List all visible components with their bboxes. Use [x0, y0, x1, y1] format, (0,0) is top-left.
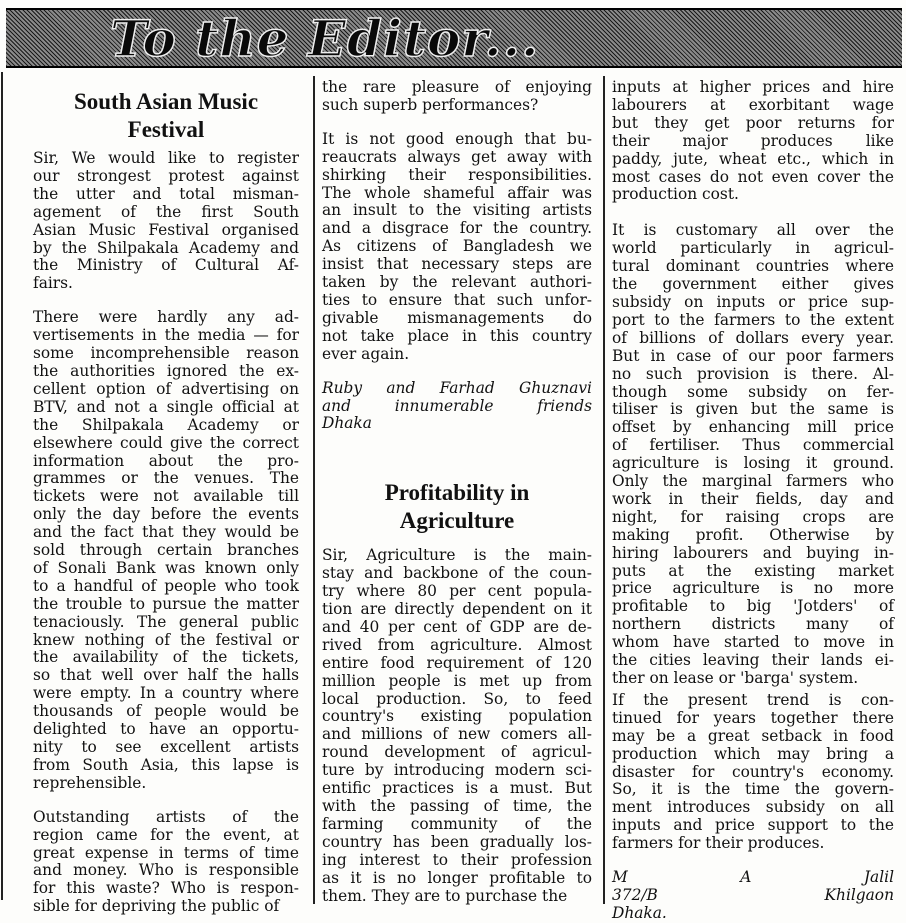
text-line: ever again.	[322, 344, 410, 363]
text-line: tenaciously. The general public	[33, 612, 299, 631]
text-line: our strongest protest against	[33, 166, 299, 185]
column-3	[612, 78, 894, 922]
agriculture-letter-paragraph-4	[612, 692, 894, 853]
text-line: nity to see excellent artists	[33, 738, 299, 756]
text-line: to a handful of people who took	[33, 576, 299, 595]
text-line: As citizens of Bangladesh we	[322, 237, 592, 256]
text-line: northern districts many of	[612, 615, 894, 634]
text-line: But in case of our poor farmers	[612, 346, 894, 365]
text-line: entific practices is a must. But	[322, 779, 592, 798]
text-line: It is customary all over the	[612, 221, 894, 240]
text-line: and millions of new comers all-	[322, 725, 592, 744]
text-line: with the passing of time, the	[322, 797, 592, 815]
text-line: ing interest to their profession	[322, 850, 592, 869]
agriculture-letter-paragraph-1	[322, 547, 592, 905]
music-letter-paragraph-3	[33, 809, 299, 916]
text-line: local production. So, to feed	[322, 689, 592, 708]
text-line: If the present trend is con-	[612, 690, 894, 709]
text-line: the Ministry of Cultural Af-	[33, 256, 299, 275]
text-line: hiring labourers and buying in-	[612, 543, 894, 562]
text-line: most cases do not even cover the	[612, 167, 894, 186]
agriculture-letter-signature	[612, 869, 894, 923]
text-line: sible for depriving the public of	[33, 897, 280, 916]
text-line: agriculture is losing it ground.	[612, 454, 894, 473]
text-line: whom have started to move in	[612, 633, 894, 652]
text-line: tinued for years together there	[612, 708, 894, 727]
text-line: by the Shilpakala Academy and	[33, 238, 299, 257]
text-line: inputs and price support to the	[612, 816, 894, 835]
text-line: tickets were not available till	[33, 487, 299, 506]
text-line: of Sonali Bank was known only	[33, 558, 299, 577]
text-line: ties to ensure that such unfor-	[322, 290, 592, 309]
text-line: Dhaka	[322, 414, 372, 433]
text-line: labourers at exorbitant wage	[612, 95, 894, 114]
text-line: country's existing population	[322, 707, 592, 726]
text-line: an insult to the visiting artists	[322, 201, 592, 220]
text-line: and the fact that they would be	[33, 523, 299, 542]
text-line: ture by introducing modern sci-	[322, 761, 592, 780]
text-line: BTV, and not a single official at	[33, 397, 299, 416]
text-line: entire food requirement of 120	[322, 653, 592, 672]
text-line: only the day before the events	[33, 505, 299, 524]
text-line: elsewhere could give the correct	[33, 433, 299, 452]
text-line: Ruby and Farhad Ghuznavi	[322, 378, 592, 397]
text-line: of fertiliser. Thus commercial	[612, 436, 894, 455]
text-line: so that well over half the halls	[33, 666, 299, 685]
text-line: ment introduces subsidy on all	[612, 798, 894, 817]
text-line: tiliser is given but the same is	[612, 400, 894, 419]
agriculture-letter-paragraph-2	[612, 79, 894, 204]
text-line: shirking their responsibilities.	[322, 165, 592, 184]
text-line: reaucrats always get away with	[322, 147, 592, 166]
text-line: the government either gives	[612, 275, 894, 294]
text-line: the availability of the tickets,	[33, 648, 299, 667]
text-line: knew nothing of the festival or	[33, 630, 299, 649]
text-line: some incomprehensible reason	[33, 344, 299, 363]
text-line: great expense in terms of time	[33, 843, 299, 862]
text-line: round development of agricul-	[322, 743, 592, 762]
text-line: Sir, We would like to register	[33, 149, 299, 167]
column-1	[33, 88, 299, 916]
text-line: fairs.	[33, 274, 73, 293]
text-line: farmers for their produces.	[612, 834, 825, 853]
text-line: vertisements in the media — for	[33, 326, 299, 345]
text-line: tion are directly dependent on it	[322, 600, 592, 619]
text-line: thousands of people would be	[33, 702, 299, 721]
text-line: for this waste? Who is respon-	[33, 879, 299, 898]
text-line: reprehensible.	[33, 773, 147, 792]
text-line: production which may bring a	[612, 744, 894, 763]
letter-heading-music-festival: South Asian Music Festival	[73, 89, 259, 142]
text-line: tural dominant countries where	[612, 257, 894, 276]
text-line: rived from agriculture. Almost	[322, 635, 592, 654]
music-letter-paragraph-4	[322, 79, 592, 115]
text-line: the Shilpakala Academy or	[33, 415, 299, 434]
text-line: 372/B Khilgaon	[612, 885, 894, 904]
text-line: givable mismanagements do	[322, 308, 592, 327]
text-line: agement of the first South	[33, 202, 299, 221]
text-line: were empty. In a country where	[33, 684, 299, 703]
text-line: price agriculture is no more	[612, 579, 894, 598]
section-banner	[6, 8, 902, 68]
column-divider-1	[313, 76, 315, 904]
text-line: country has been gradually los-	[322, 832, 592, 851]
text-line: not take place in this country	[322, 326, 592, 345]
left-column-rule	[1, 72, 3, 900]
agriculture-letter-paragraph-3	[612, 222, 894, 688]
text-line: inputs at higher prices and hire	[612, 78, 894, 96]
text-line: the utter and total misman-	[33, 184, 299, 203]
letter-heading-agriculture: Profitability in Agriculture	[384, 480, 530, 534]
text-line: and money. Who is responsible	[33, 861, 299, 880]
text-line: sold through certain branches	[33, 541, 299, 560]
text-line: from South Asia, this lapse is	[33, 755, 299, 774]
text-line: Dhaka.	[612, 903, 667, 922]
section-title: To the Editor...	[110, 9, 540, 68]
text-line: offset by enhancing mill price	[612, 418, 894, 437]
text-line: paddy, jute, wheat etc., which in	[612, 149, 894, 168]
text-line: world particularly in agricul-	[612, 239, 894, 258]
music-letter-paragraph-1	[33, 150, 299, 293]
text-line: the authorities ignored the ex-	[33, 361, 299, 380]
text-line: may be a great setback in food	[612, 726, 894, 745]
text-line: It is not good enough that bu-	[322, 129, 592, 148]
text-line: no such provision is there. Al-	[612, 364, 894, 383]
text-line: Only the marginal farmers who	[612, 472, 894, 491]
text-line: of billions of dollars every year.	[612, 328, 894, 347]
text-line: them. They are to purchase the	[322, 886, 568, 905]
text-line: making profit. Otherwise by	[612, 525, 894, 544]
music-letter-paragraph-2	[33, 309, 299, 792]
text-line: though some subsidy on fer-	[612, 382, 894, 401]
text-line: stay and backbone of the coun-	[322, 564, 592, 583]
text-line: puts at the existing market	[612, 561, 894, 580]
text-line: million people is met up from	[322, 671, 592, 690]
text-line: such superb performances?	[322, 95, 539, 114]
text-line: Outstanding artists of the	[33, 807, 299, 826]
text-line: the cities leaving their lands ei-	[612, 651, 894, 670]
text-line: information about the pro-	[33, 451, 299, 470]
text-line: delighted to have an opportu-	[33, 720, 299, 739]
text-line: disaster for country's economy.	[612, 762, 894, 781]
text-line: the trouble to pursue the matter	[33, 594, 299, 613]
text-line: profitable to big 'Jotders' of	[612, 597, 894, 616]
text-line: The whole shameful affair was	[322, 183, 592, 202]
text-line: work in their fields, day and	[612, 489, 894, 508]
text-line: subsidy on inputs or price sup-	[612, 292, 894, 311]
text-line: night, for raising crops are	[612, 507, 894, 526]
text-line: Asian Music Festival organised	[33, 220, 299, 239]
text-line: There were hardly any ad-	[33, 308, 299, 327]
music-letter-paragraph-5	[322, 131, 592, 364]
text-line: cellent option of advertising on	[33, 379, 299, 398]
text-line: the rare pleasure of enjoying	[322, 78, 592, 96]
text-line: port to the farmers to the extent	[612, 310, 894, 329]
text-line: production cost.	[612, 185, 739, 204]
music-letter-signature	[322, 380, 592, 434]
text-line: but they get poor returns for	[612, 113, 894, 132]
text-line: grammes or the venues. The	[33, 469, 299, 488]
column-2	[322, 79, 592, 903]
text-line: and 40 per cent of GDP are de-	[322, 617, 592, 636]
text-line: Sir, Agriculture is the main-	[322, 546, 592, 565]
text-line: try where 80 per cent popula-	[322, 582, 592, 601]
text-line: So, it is the time the govern-	[612, 780, 894, 799]
text-line: their major produces like	[612, 131, 894, 150]
column-divider-2	[603, 76, 605, 904]
text-line: farming community of the	[322, 814, 592, 833]
text-line: insist that necessary steps are	[322, 255, 592, 274]
text-line: as it is no longer profitable to	[322, 868, 592, 887]
text-line: and innumerable friends	[322, 396, 592, 415]
text-line: taken by the relevant authori-	[322, 273, 592, 292]
text-line: ther on lease or 'barga' system.	[612, 669, 859, 687]
text-line: region came for the event, at	[33, 825, 299, 844]
text-line: M A Jalil	[612, 868, 894, 887]
text-line: and a disgrace for the country.	[322, 219, 592, 238]
